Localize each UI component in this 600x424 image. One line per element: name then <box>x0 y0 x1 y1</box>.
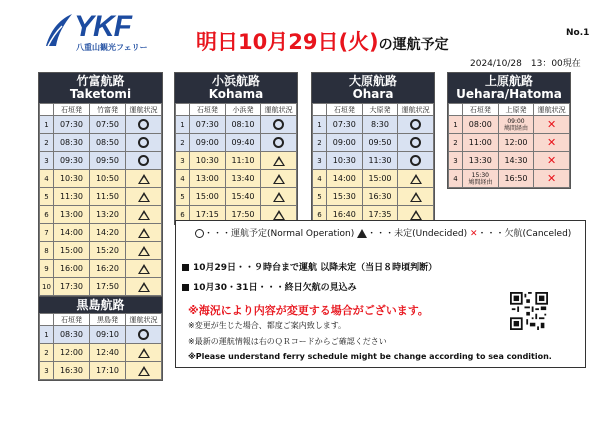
via-note: 鳩間経由 <box>503 124 528 132</box>
legend-undecided: ・・・未定(Undecided) <box>367 229 468 239</box>
status-cell <box>126 344 162 362</box>
row-number: 1 <box>313 116 327 134</box>
status-cell <box>126 188 162 206</box>
departure-island: 10:50 <box>90 170 126 188</box>
route-name-en: Kohama <box>208 87 264 101</box>
sea-condition-warning: ※海況により内容が変更する場合がございます。 <box>188 304 429 317</box>
row-number: 4 <box>313 170 327 188</box>
undecided-icon <box>273 174 285 184</box>
column-header <box>313 104 327 116</box>
table-row <box>40 362 162 380</box>
departure-ishigaki: 07:30 <box>327 116 363 134</box>
row-number: 1 <box>40 116 54 134</box>
table-row <box>313 116 434 134</box>
status-cell <box>398 170 434 188</box>
column-header: 竹富発 <box>90 104 126 116</box>
undecided-icon <box>410 210 422 220</box>
note-qr: ※最新の運航情報は右のＱＲコードからご確認ください <box>188 337 387 346</box>
row-number: 3 <box>313 152 327 170</box>
undecided-icon <box>410 174 422 184</box>
status-cell <box>534 134 570 152</box>
column-header: 小浜発 <box>225 104 261 116</box>
status-cell <box>534 152 570 170</box>
normal-operation-icon <box>410 137 421 148</box>
legend-normal: ・・・運航予定(Normal Operation) <box>204 229 355 239</box>
status-cell <box>126 170 162 188</box>
row-number: 3 <box>40 362 54 380</box>
row-number: 2 <box>40 134 54 152</box>
departure-island: 08:10 <box>225 116 261 134</box>
undecided-icon <box>138 228 150 238</box>
table-row <box>449 134 570 152</box>
departure-island: 17:10 <box>90 362 126 380</box>
row-number: 2 <box>176 134 190 152</box>
row-number: 1 <box>176 116 190 134</box>
page-title <box>196 26 449 56</box>
route-name-jp: 黒島航路 <box>76 298 125 312</box>
normal-operation-icon <box>273 137 284 148</box>
table-row <box>40 116 162 134</box>
undecided-icon <box>138 246 150 256</box>
route-table-ohara <box>311 72 435 225</box>
status-cell <box>261 152 297 170</box>
undecided-icon <box>410 192 422 202</box>
departure-island: 11:10 <box>225 152 261 170</box>
row-number: 3 <box>176 152 190 170</box>
status-cell <box>398 116 434 134</box>
column-header: 黒島発 <box>90 314 126 326</box>
table-row <box>313 134 434 152</box>
row-number: 7 <box>40 224 54 242</box>
row-number: 5 <box>40 188 54 206</box>
row-number: 1 <box>40 326 54 344</box>
canceled-icon: ✕ <box>547 118 557 131</box>
normal-operation-icon <box>410 155 421 166</box>
column-header <box>40 104 54 116</box>
departure-island: 08:50 <box>90 134 126 152</box>
notice-oct29: 10月29日・・９時台まで運航 以降未定（当日８時頃判断） <box>182 260 437 273</box>
table-row <box>40 188 162 206</box>
route-name-jp: 小浜航路 <box>211 74 260 88</box>
table-row <box>449 170 570 188</box>
departure-island: 11:30 <box>362 152 398 170</box>
route-header <box>39 73 162 103</box>
row-number: 2 <box>449 134 463 152</box>
time: 15:30 <box>471 171 489 179</box>
undecided-icon <box>273 192 285 202</box>
normal-operation-icon <box>138 119 149 130</box>
normal-operation-icon <box>138 329 149 340</box>
departure-island: 17:50 <box>90 278 126 296</box>
undecided-icon <box>138 366 150 376</box>
departure-ishigaki: 11:30 <box>54 188 90 206</box>
column-header: 石垣発 <box>54 314 90 326</box>
departure-ishigaki: 11:00 <box>463 134 499 152</box>
departure-island: 12:40 <box>90 344 126 362</box>
table-row <box>313 170 434 188</box>
schedule-table <box>312 103 434 224</box>
departure-ishigaki: 09:00 <box>327 134 363 152</box>
note-change: ※変更が生じた場合、都度ご案内致します。 <box>188 321 347 330</box>
table-row <box>40 152 162 170</box>
ykf-logo <box>44 10 162 56</box>
table-row <box>176 152 297 170</box>
table-row <box>40 344 162 362</box>
route-name-en: Ohara <box>352 87 394 101</box>
route-table-taketomi <box>38 72 163 297</box>
row-number: 2 <box>313 134 327 152</box>
departure-ishigaki: 10:30 <box>54 170 90 188</box>
undecided-icon <box>273 210 285 220</box>
canceled-icon: ✕ <box>469 229 478 239</box>
column-header: 運航状況 <box>126 314 162 326</box>
table-row <box>40 278 162 296</box>
departure-ishigaki: 07:30 <box>54 116 90 134</box>
document-number: No.1 <box>566 28 590 38</box>
normal-operation-icon <box>138 137 149 148</box>
status-cell <box>534 116 570 134</box>
departure-island: 15:00 <box>362 170 398 188</box>
row-number: 10 <box>40 278 54 296</box>
status-cell <box>398 152 434 170</box>
departure-island: 09:40 <box>225 134 261 152</box>
table-row <box>449 116 570 134</box>
route-table-uehara-hatoma <box>447 72 571 189</box>
column-header <box>449 104 463 116</box>
departure-island: 16:50 <box>498 170 534 188</box>
departure-ishigaki: 07:30 <box>190 116 226 134</box>
undecided-icon <box>138 210 150 220</box>
column-header: 石垣発 <box>54 104 90 116</box>
row-number: 4 <box>449 170 463 188</box>
status-cell <box>126 326 162 344</box>
departure-island: 15:40 <box>225 188 261 206</box>
departure-ishigaki: 17:30 <box>54 278 90 296</box>
undecided-icon <box>357 229 367 238</box>
row-number: 6 <box>313 206 327 224</box>
departure-ishigaki: 09:00 <box>190 134 226 152</box>
undecided-icon <box>138 348 150 358</box>
column-header: 運航状況 <box>398 104 434 116</box>
undecided-icon <box>273 156 285 166</box>
canceled-icon: ✕ <box>547 154 557 167</box>
departure-ishigaki: 15:00 <box>190 188 226 206</box>
table-row <box>40 242 162 260</box>
departure-island: 12:00 <box>498 134 534 152</box>
column-header <box>40 314 54 326</box>
departure-ishigaki: 15:00 <box>54 242 90 260</box>
status-cell <box>398 188 434 206</box>
column-header: 石垣発 <box>463 104 499 116</box>
route-name-en: Uehara/Hatoma <box>456 87 562 101</box>
column-header: 運航状況 <box>261 104 297 116</box>
departure-ishigaki <box>463 170 499 188</box>
departure-ishigaki: 13:00 <box>190 170 226 188</box>
status-legend <box>195 226 571 239</box>
undecided-icon <box>138 192 150 202</box>
normal-operation-icon <box>410 119 421 130</box>
departure-island: 09:50 <box>362 134 398 152</box>
row-number: 5 <box>313 188 327 206</box>
departure-ishigaki: 14:00 <box>54 224 90 242</box>
route-table-kuroshima <box>38 296 163 381</box>
undecided-icon <box>138 264 150 274</box>
row-number: 3 <box>449 152 463 170</box>
departure-ishigaki: 14:00 <box>327 170 363 188</box>
notice-oct30-31: 10月30・31日・・・終日欠航の見込み <box>182 280 357 293</box>
route-name-en: Taketomi <box>69 87 132 101</box>
row-number: 4 <box>40 170 54 188</box>
departure-island: 14:20 <box>90 224 126 242</box>
column-header: 石垣発 <box>327 104 363 116</box>
status-cell <box>398 134 434 152</box>
logo-text: YKF <box>74 10 131 43</box>
qr-code-icon[interactable] <box>510 292 548 330</box>
route-name-jp: 大原航路 <box>348 74 397 88</box>
normal-operation-icon <box>195 229 204 238</box>
status-cell <box>126 206 162 224</box>
departure-ishigaki: 16:30 <box>54 362 90 380</box>
table-row <box>40 134 162 152</box>
status-cell <box>261 134 297 152</box>
departure-island: 14:30 <box>498 152 534 170</box>
column-header: 石垣発 <box>190 104 226 116</box>
departure-island: 13:40 <box>225 170 261 188</box>
departure-ishigaki: 13:30 <box>463 152 499 170</box>
title-suffix: の運航予定 <box>378 37 449 53</box>
title-date: 明日10月29日(火) <box>196 30 379 54</box>
ykf-wing-icon <box>44 12 74 48</box>
table-row <box>176 188 297 206</box>
departure-island: 07:50 <box>90 116 126 134</box>
status-cell <box>126 260 162 278</box>
column-header <box>176 104 190 116</box>
departure-ishigaki: 16:00 <box>54 260 90 278</box>
row-number: 1 <box>449 116 463 134</box>
table-row <box>313 152 434 170</box>
route-header <box>39 297 162 313</box>
table-row <box>176 170 297 188</box>
departure-ishigaki: 10:30 <box>190 152 226 170</box>
departure-island: 15:20 <box>90 242 126 260</box>
row-number: 6 <box>176 206 190 224</box>
column-header: 上原発 <box>498 104 534 116</box>
status-cell <box>126 134 162 152</box>
departure-ishigaki: 09:30 <box>54 152 90 170</box>
route-header <box>312 73 434 103</box>
canceled-icon: ✕ <box>547 172 557 185</box>
table-row <box>449 152 570 170</box>
schedule-table <box>39 313 162 380</box>
status-cell <box>261 188 297 206</box>
row-number: 2 <box>40 344 54 362</box>
table-row <box>40 260 162 278</box>
departure-island: 09:10 <box>90 326 126 344</box>
departure-island: 16:30 <box>362 188 398 206</box>
normal-operation-icon <box>273 119 284 130</box>
departure-island: 17:50 <box>225 206 261 224</box>
via-note: 鳩間経由 <box>468 178 493 186</box>
status-cell <box>126 362 162 380</box>
table-row <box>313 188 434 206</box>
table-row <box>40 170 162 188</box>
route-header <box>175 73 297 103</box>
table-row <box>40 224 162 242</box>
departure-island: 09:50 <box>90 152 126 170</box>
column-header: 運航状況 <box>126 104 162 116</box>
undecided-icon <box>138 174 150 184</box>
row-number: 4 <box>176 170 190 188</box>
column-header: 大原発 <box>362 104 398 116</box>
route-name-jp: 竹富航路 <box>76 74 125 88</box>
status-cell <box>261 116 297 134</box>
row-number: 3 <box>40 152 54 170</box>
logo-subtitle: 八重山観光フェリー <box>76 43 148 52</box>
departure-ishigaki: 16:40 <box>327 206 363 224</box>
schedule-table <box>175 103 297 224</box>
route-header <box>448 73 570 103</box>
route-name-jp: 上原航路 <box>484 74 533 88</box>
schedule-table <box>39 103 162 296</box>
row-number: 8 <box>40 242 54 260</box>
row-number: 9 <box>40 260 54 278</box>
column-header: 運航状況 <box>534 104 570 116</box>
row-number: 6 <box>40 206 54 224</box>
legend-canceled: ・・・欠航(Canceled) <box>477 229 572 239</box>
updated-timestamp: 2024/10/28 13：00現在 <box>470 59 581 69</box>
departure-ishigaki: 15:30 <box>327 188 363 206</box>
departure-ishigaki: 08:30 <box>54 134 90 152</box>
departure-ishigaki: 08:30 <box>54 326 90 344</box>
time: 09:00 <box>507 117 525 125</box>
route-table-kohama <box>174 72 298 225</box>
status-cell <box>126 116 162 134</box>
schedule-table <box>448 103 570 188</box>
status-cell <box>126 278 162 296</box>
departure-ishigaki: 08:00 <box>463 116 499 134</box>
note-english: ※Please understand ferry schedule might be change according to sea condition. <box>188 352 552 361</box>
departure-island: 8:30 <box>362 116 398 134</box>
departure-island: 11:50 <box>90 188 126 206</box>
departure-ishigaki: 17:15 <box>190 206 226 224</box>
departure-island: 16:20 <box>90 260 126 278</box>
undecided-icon <box>138 282 150 292</box>
canceled-icon: ✕ <box>547 136 557 149</box>
table-row <box>176 134 297 152</box>
normal-operation-icon <box>138 155 149 166</box>
departure-ishigaki: 10:30 <box>327 152 363 170</box>
departure-ishigaki: 13:00 <box>54 206 90 224</box>
departure-ishigaki: 12:00 <box>54 344 90 362</box>
row-number: 5 <box>176 188 190 206</box>
status-cell <box>126 242 162 260</box>
status-cell <box>261 170 297 188</box>
table-row <box>40 206 162 224</box>
departure-island <box>498 116 534 134</box>
table-row <box>176 116 297 134</box>
departure-island: 13:20 <box>90 206 126 224</box>
status-cell <box>126 224 162 242</box>
departure-island: 17:35 <box>362 206 398 224</box>
status-cell <box>126 152 162 170</box>
status-cell <box>534 170 570 188</box>
table-row <box>40 326 162 344</box>
